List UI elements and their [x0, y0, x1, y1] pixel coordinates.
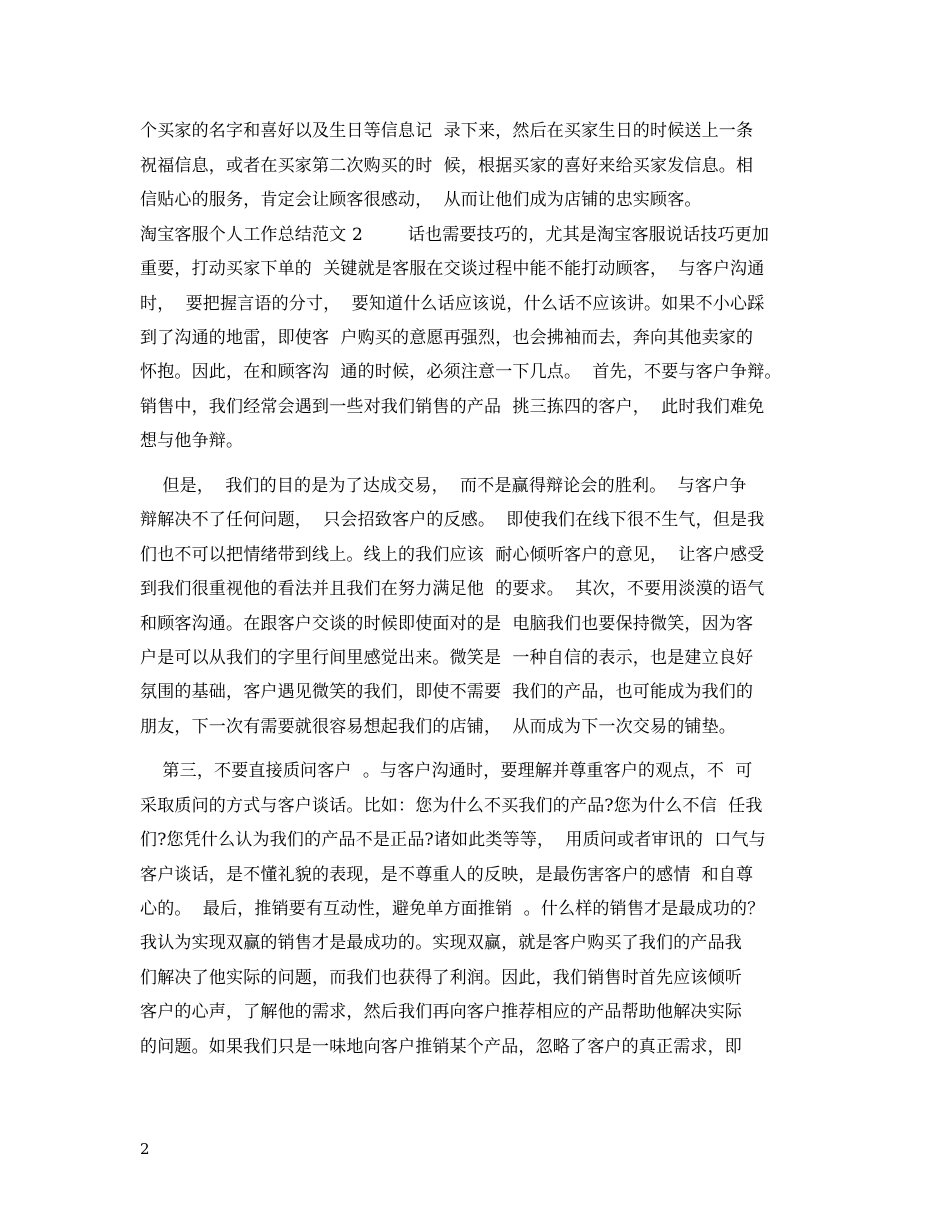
text-line: 朋友，下一次有需要就很容易想起我们的店铺， 从而成为下一次交易的铺垫。: [140, 717, 737, 737]
page-number: 2: [140, 1140, 150, 1158]
text-line: 们也不可以把情绪带到线上。线上的我们应该 耐心倾听客户的意见， 让客户感受: [140, 545, 765, 565]
text-line: 到了沟通的地雷，即使客 户购买的意愿再强烈，也会拂袖而去，奔向其他卖家的: [140, 328, 754, 348]
text-line: 到我们很重视他的看法并且我们在努力满足他 的要求。 其次，不要用淡漠的语气: [140, 579, 765, 599]
text-line: 客户谈话，是不懂礼貌的表现，是不尊重人的反映，是最伤害客户的感情 和自尊: [140, 865, 754, 885]
text-line: 的问题。如果我们只是一味地向客户推销某个产品，忽略了客户的真正需求，即: [140, 1037, 742, 1057]
text-line: 信贴心的服务，肯定会让顾客很感动， 从而让他们成为店铺的忠实顾客。: [140, 190, 702, 210]
text-line: 重要，打动买家下单的 关键就是客服在交谈过程中能不能打动顾客， 与客户沟通: [140, 259, 765, 279]
text-line: 我认为实现双赢的销售才是最成功的。实现双赢，就是客户购买了我们的产品我: [140, 933, 742, 953]
text-line: 辩解决不了任何问题， 只会招致客户的反感。 即使我们在线下很不生气，但是我: [140, 510, 765, 530]
text-line: 个买家的名字和喜好以及生日等信息记 录下来，然后在买家生日的时候送上一条: [140, 121, 754, 141]
text-line: 销售中，我们经常会遇到一些对我们销售的产品 挑三拣四的客户， 此时我们难免: [140, 397, 765, 417]
text-line: 和顾客沟通。在跟客户交谈的时候即使面对的是 电脑我们也要保持微笑，因为客: [140, 614, 754, 634]
text-line: 们解决了他实际的问题，而我们也获得了利润。因此，我们销售时首先应该倾听: [140, 968, 742, 988]
text-line: 们?您凭什么认为我们的产品不是正品?诸如此类等等， 用质问或者审讯的 口气与: [140, 830, 766, 850]
text-line: 想与他争辩。: [140, 431, 244, 451]
text-line: 户是可以从我们的字里行间里感觉出来。微笑是 一种自信的表示，也是建立良好: [140, 648, 754, 668]
text-line: 淘宝客服个人工作总结范文 2 话也需要技巧的，尤其是淘宝客服说话技巧更加: [140, 225, 770, 245]
text-line: 第三，不要直接质问客户 。与客户沟通时，要理解并尊重客户的观点，不 可: [140, 761, 753, 781]
text-line: 怀抱。因此，在和顾客沟 通的时候，必须注意一下几点。 首先，不要与客户争辩。: [140, 362, 782, 382]
text-line: 时， 要把握言语的分寸， 要知道什么话应该说，什么话不应该讲。如果不小心踩: [140, 294, 765, 314]
text-line: 祝福信息，或者在买家第二次购买的时 候，根据买家的喜好来给买家发信息。相: [140, 156, 754, 176]
text-line: 但是， 我们的目的是为了达成交易， 而不是赢得辩论会的胜利。 与客户争: [140, 476, 747, 496]
text-line: 氛围的基础，客户遇见微笑的我们，即使不需要 我们的产品，也可能成为我们的: [140, 682, 754, 702]
text-line: 采取质问的方式与客户谈话。比如：您为什么不买我们的产品?您为什么不信 任我: [140, 796, 763, 816]
text-line: 客户的心声，了解他的需求，然后我们再向客户推荐相应的产品帮助他解决实际: [140, 1002, 742, 1022]
text-line: 心的。 最后，推销要有互动性，避免单方面推销 。什么样的销售才是最成功的？: [140, 899, 765, 919]
